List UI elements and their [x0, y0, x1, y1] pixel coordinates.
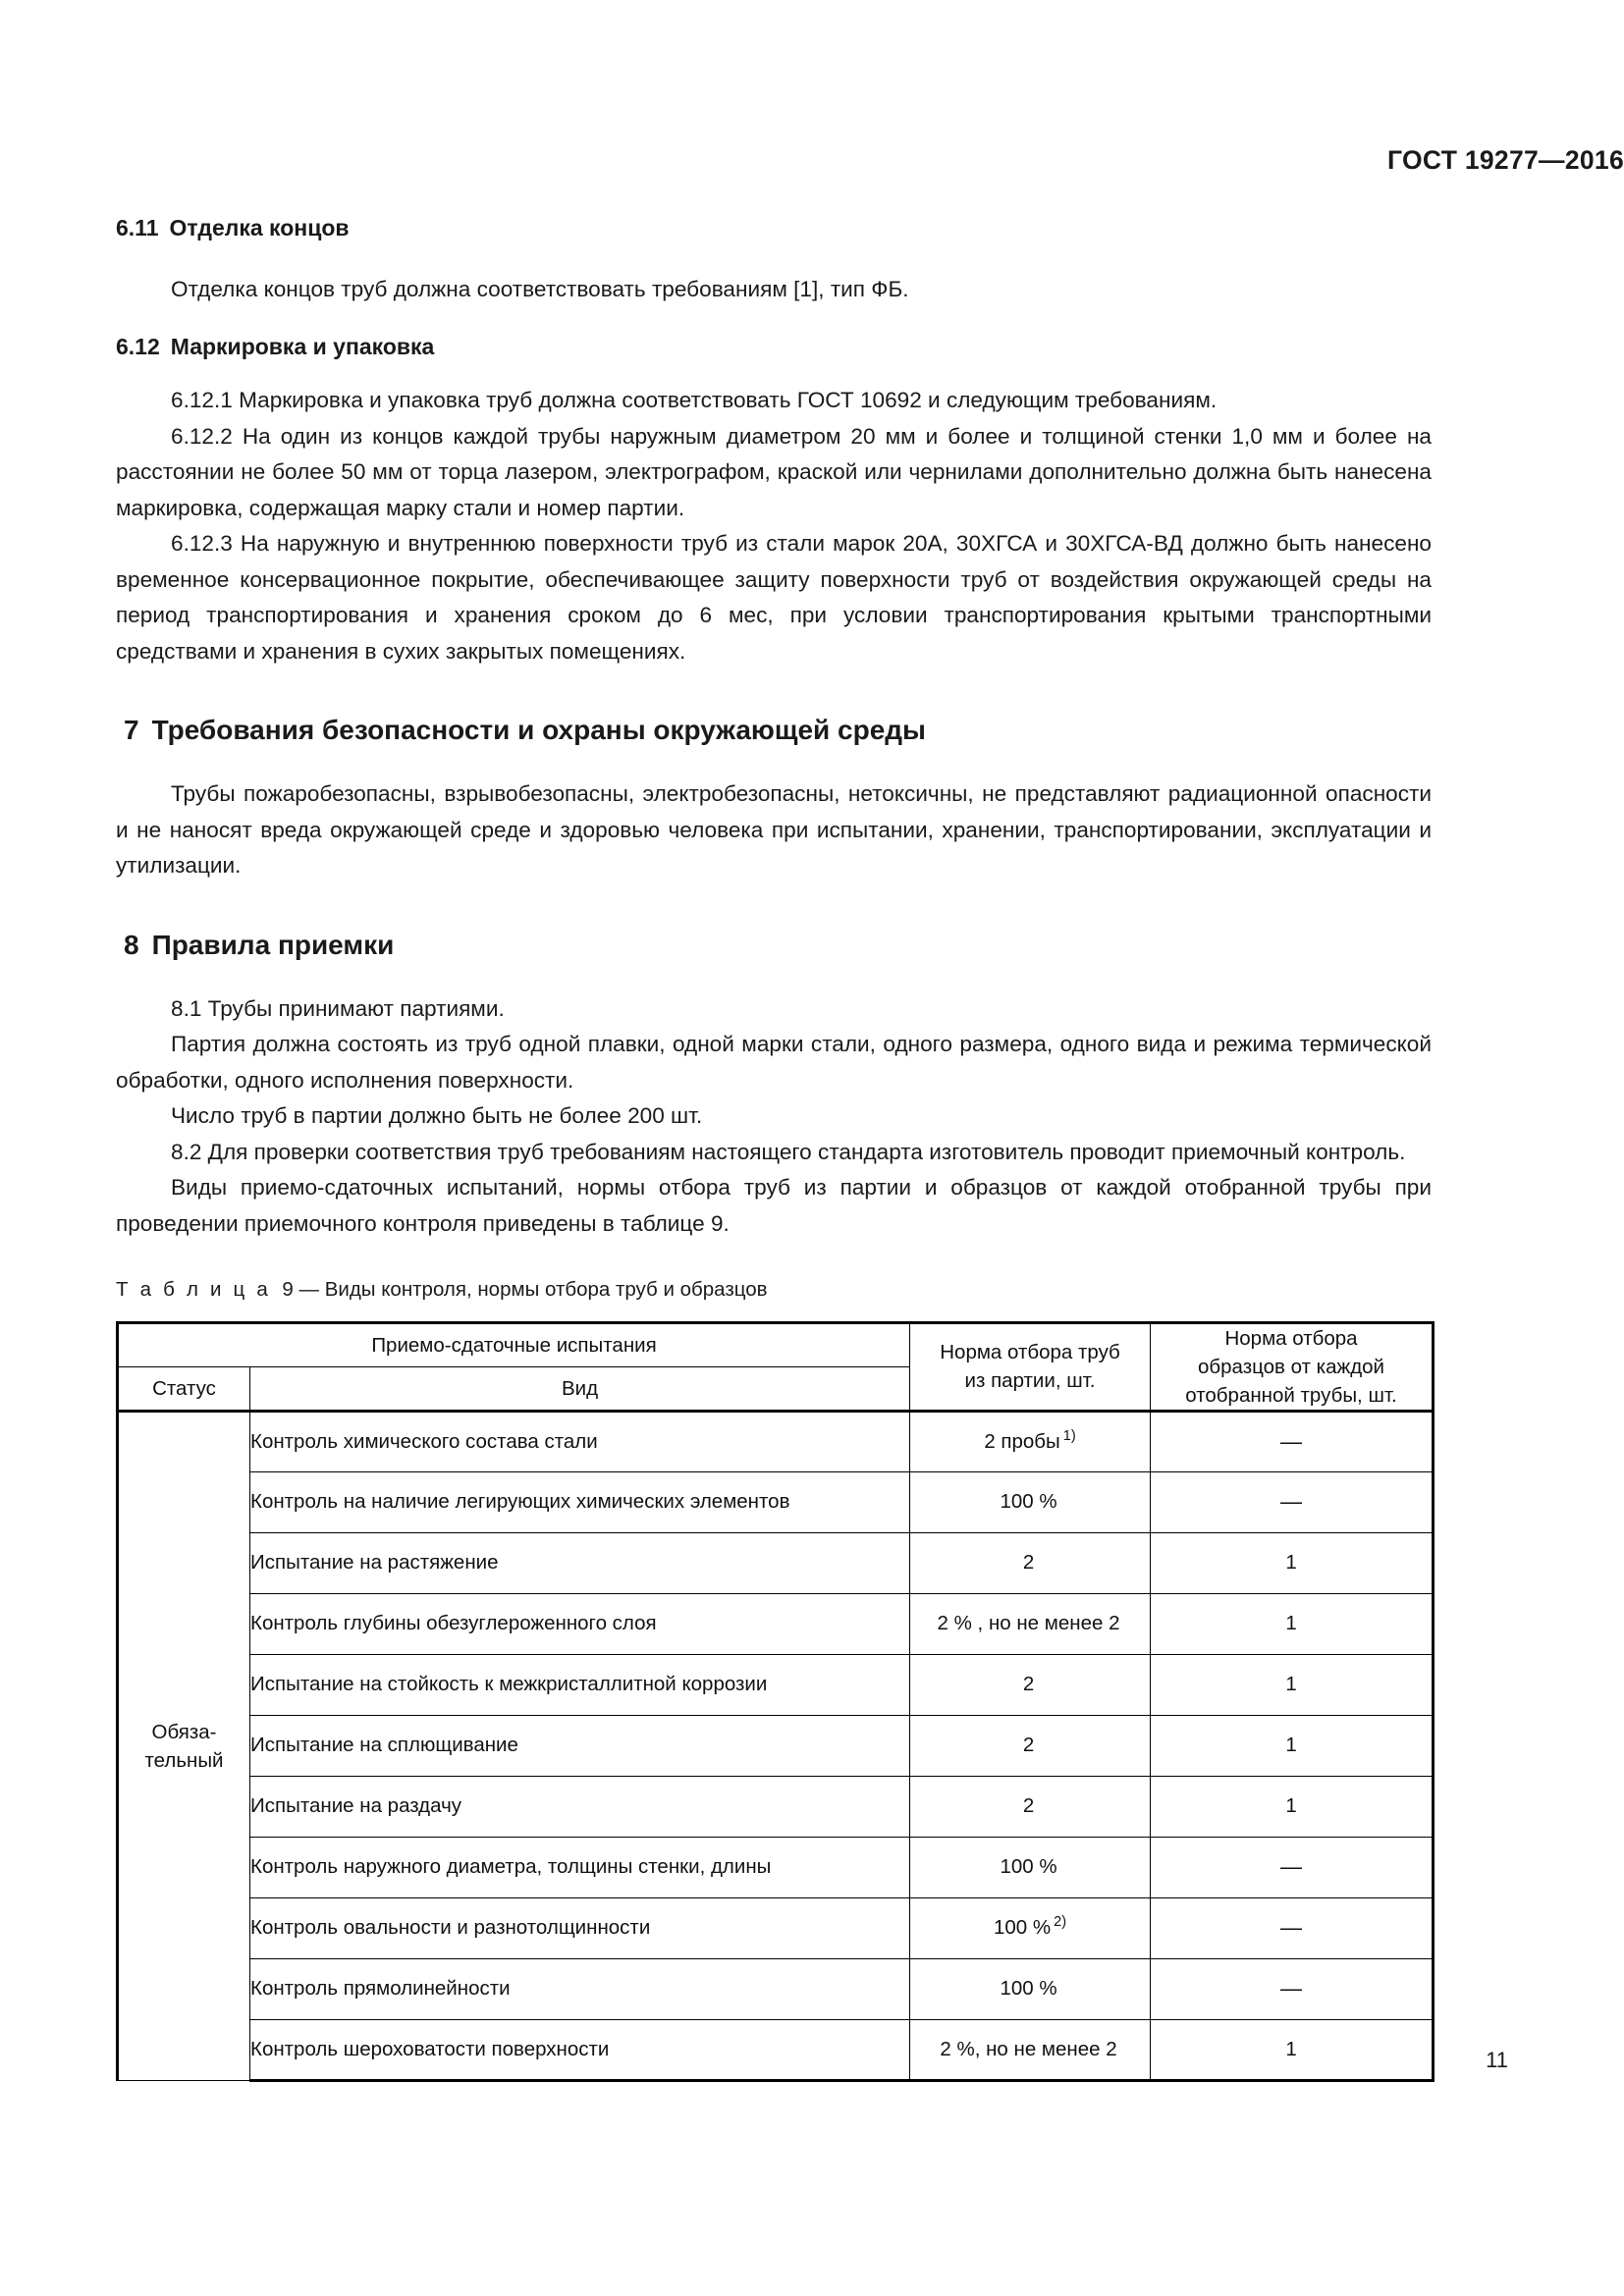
footnote-marker	[1034, 1671, 1037, 1686]
td-norm-tubes	[910, 1776, 1151, 1837]
table-row	[118, 1715, 1434, 1776]
th-group-acceptance-tests: Приемо-сдаточные испытания	[118, 1322, 910, 1366]
td-norm-samples: —	[1151, 1958, 1434, 2019]
td-norm-tubes	[910, 1897, 1151, 1958]
table-caption-dash: —	[298, 1278, 320, 1301]
td-norm-samples: —	[1151, 1471, 1434, 1532]
footnote-marker	[1120, 1610, 1123, 1626]
table-row	[118, 1837, 1434, 1897]
page-number: 11	[1486, 2048, 1508, 2072]
td-kind: Испытание на растяжение	[250, 1532, 910, 1593]
paragraph-8-2-vidy: Виды приемо-сдаточных испытаний, нормы отбора труб из партии и образцов от каждой отобранной трубы при проведении приемочного контроля приведены в таблице 9.	[116, 1175, 1432, 1236]
td-norm-tubes	[910, 1593, 1151, 1654]
table-row	[118, 1958, 1434, 2019]
heading-7	[116, 713, 1432, 747]
td-kind: Испытание на сплющивание	[250, 1715, 910, 1776]
td-kind: Контроль глубины обезуглероженного слоя	[250, 1593, 910, 1654]
footnote-marker	[1117, 2036, 1120, 2052]
td-norm-tubes-value: 100 %	[1000, 1977, 1057, 2001]
td-norm-tubes-value: 2	[1022, 1794, 1035, 1818]
th-norm-tubes-line2: из партии, шт.	[964, 1369, 1096, 1393]
table-row	[118, 1897, 1434, 1958]
td-norm-tubes	[910, 1958, 1151, 2019]
heading-8-number: 8	[124, 929, 139, 960]
th-kind: Вид	[250, 1366, 910, 1411]
footnote-marker	[1034, 1792, 1037, 1808]
paragraph-6-12-1: 6.12.1 Маркировка и упаковка труб должна соответствовать ГОСТ 10692 и следующим требованиям.	[171, 388, 1218, 412]
td-norm-tubes	[910, 1471, 1151, 1532]
footnote-marker	[1034, 1732, 1037, 1747]
table-row	[118, 1471, 1434, 1532]
td-norm-samples: 1	[1151, 1593, 1434, 1654]
footnote-marker	[1034, 1549, 1037, 1565]
table-9	[116, 1321, 1435, 2082]
td-norm-samples: 1	[1151, 1715, 1434, 1776]
heading-6-11	[116, 214, 1432, 242]
table-row	[118, 1654, 1434, 1715]
td-norm-tubes-value: 2 %, но не менее 2	[940, 2037, 1117, 2060]
table-9-caption	[116, 1277, 1432, 1304]
heading-6-11-number: 6.11	[116, 215, 159, 240]
footnote-marker	[1057, 1975, 1060, 1991]
th-status: Статус	[118, 1366, 250, 1411]
td-kind: Контроль шероховатости поверхности	[250, 2019, 910, 2080]
td-norm-tubes-value: 2 пробы	[984, 1429, 1060, 1453]
td-norm-samples: 1	[1151, 1776, 1434, 1837]
td-status-obligatory	[118, 1411, 250, 2080]
heading-6-12-number: 6.12	[116, 334, 160, 360]
paragraph-8-1: 8.1 Трубы принимают партиями.	[171, 995, 505, 1021]
td-kind: Контроль наружного диаметра, толщины стенки, длины	[250, 1837, 910, 1897]
table-caption-word: Т а б л и ц а	[116, 1278, 271, 1301]
table-row	[118, 1593, 1434, 1654]
table-row	[118, 1411, 1434, 1471]
table-header-row-1	[118, 1322, 1434, 1366]
th-norm-samples-line1: Норма отбора	[1224, 1326, 1358, 1350]
page-header-standard-number: ГОСТ 19277—2016	[1387, 145, 1624, 175]
heading-7-title: Требования безопасности и охраны окружающей среды	[151, 715, 926, 745]
td-norm-tubes	[910, 1715, 1151, 1776]
paragraph-8-1-chislo: Число труб в партии должно быть не более 200 шт.	[171, 1103, 703, 1128]
td-norm-samples: —	[1151, 1411, 1434, 1471]
status-label-line1: Обяза-	[151, 1720, 217, 1743]
paragraph-6-12-2: 6.12.2 На один из концов каждой трубы наружным диаметром 20 мм и более и толщиной стенки 1,0 мм и более на расстоянии не более 50 мм от торца лазером, электрографом, краской или чернилами дополнительно должна быть нанесена маркировка, содержащая марку стали и номер партии.	[116, 423, 1432, 520]
paragraph-8-1-partiya: Партия должна состоять из труб одной плавки, одной марки стали, одного размера, одного вида и режима термической обработки, одного исполнения поверхности.	[116, 1032, 1432, 1093]
table-caption-title: Виды контроля, нормы отбора труб и образцов	[324, 1278, 768, 1301]
td-norm-tubes-value: 2 % , но не менее 2	[937, 1612, 1120, 1635]
td-norm-samples: —	[1151, 1837, 1434, 1897]
heading-6-11-title: Отделка концов	[169, 215, 350, 240]
th-norm-samples-line3: отобранной трубы, шт.	[1185, 1383, 1397, 1407]
paragraph-6-12-3: 6.12.3 На наружную и внутреннюю поверхности труб из стали марок 20А, 30ХГСА и 30ХГСА-ВД должно быть нанесено временное консервационное покрытие, обеспечивающее защиту поверхности труб от воздействия окружающей среды на период транспортирования и хранения сроком до 6 мес, при условии транспортирования крытыми транспортными средствами и хранения в сухих закрытых помещениях.	[116, 531, 1432, 664]
td-kind: Контроль на наличие легирующих химических элементов	[250, 1471, 910, 1532]
td-norm-samples: 1	[1151, 1654, 1434, 1715]
td-norm-samples: 1	[1151, 1532, 1434, 1593]
th-norm-samples	[1151, 1322, 1434, 1411]
th-norm-samples-line2: образцов от каждой	[1198, 1355, 1385, 1378]
table-row	[118, 1532, 1434, 1593]
footnote-marker: 2)	[1054, 1914, 1067, 1931]
td-kind: Испытание на раздачу	[250, 1776, 910, 1837]
td-norm-tubes-value: 2	[1022, 1734, 1035, 1757]
heading-6-12-title: Маркировка и упаковка	[170, 334, 435, 360]
td-kind: Контроль прямолинейности	[250, 1958, 910, 2019]
page-content	[116, 214, 1432, 2082]
heading-7-number: 7	[124, 715, 139, 745]
td-norm-tubes-value: 100 %	[993, 1916, 1052, 1940]
heading-8	[116, 928, 1432, 962]
table-caption-number: 9	[282, 1278, 294, 1301]
th-norm-tubes-line1: Норма отбора труб	[940, 1341, 1120, 1364]
td-norm-tubes-value: 100 %	[1000, 1855, 1057, 1879]
td-kind: Контроль овальности и разнотолщинности	[250, 1897, 910, 1958]
footnote-marker	[1057, 1488, 1060, 1504]
td-kind: Контроль химического состава стали	[250, 1411, 910, 1471]
paragraph-7-1: Трубы пожаробезопасны, взрывобезопасны, электробезопасны, нетоксичны, не представляют радиационной опасности и не наносят вреда окружающей среде и здоровью человека при испытании, хранении, транспортировании, эксплуатации и утилизации.	[116, 781, 1432, 878]
heading-6-12	[116, 333, 1432, 361]
paragraph-6-11-1: Отделка концов труб должна соответствовать требованиям [1], тип ФБ.	[171, 276, 909, 301]
table-row	[118, 1776, 1434, 1837]
td-norm-tubes-value: 100 %	[1000, 1490, 1057, 1514]
status-label-line2: тельный	[144, 1748, 224, 1772]
td-norm-tubes	[910, 1654, 1151, 1715]
td-norm-tubes-value: 2	[1022, 1673, 1035, 1696]
td-norm-tubes-value: 2	[1022, 1551, 1035, 1575]
td-norm-tubes	[910, 1837, 1151, 1897]
paragraph-8-2: 8.2 Для проверки соответствия труб требованиям настоящего стандарта изготовитель проводит приемочный контроль.	[171, 1139, 1406, 1164]
table-row	[118, 2019, 1434, 2080]
td-kind: Испытание на стойкость к межкристаллитной коррозии	[250, 1654, 910, 1715]
td-norm-samples: —	[1151, 1897, 1434, 1958]
footnote-marker: 1)	[1062, 1427, 1076, 1444]
footnote-marker	[1057, 1853, 1060, 1869]
heading-8-title: Правила приемки	[151, 929, 395, 960]
td-norm-tubes	[910, 2019, 1151, 2080]
th-norm-tubes	[910, 1322, 1151, 1411]
td-norm-samples: 1	[1151, 2019, 1434, 2080]
td-norm-tubes	[910, 1411, 1151, 1471]
td-norm-tubes	[910, 1532, 1151, 1593]
